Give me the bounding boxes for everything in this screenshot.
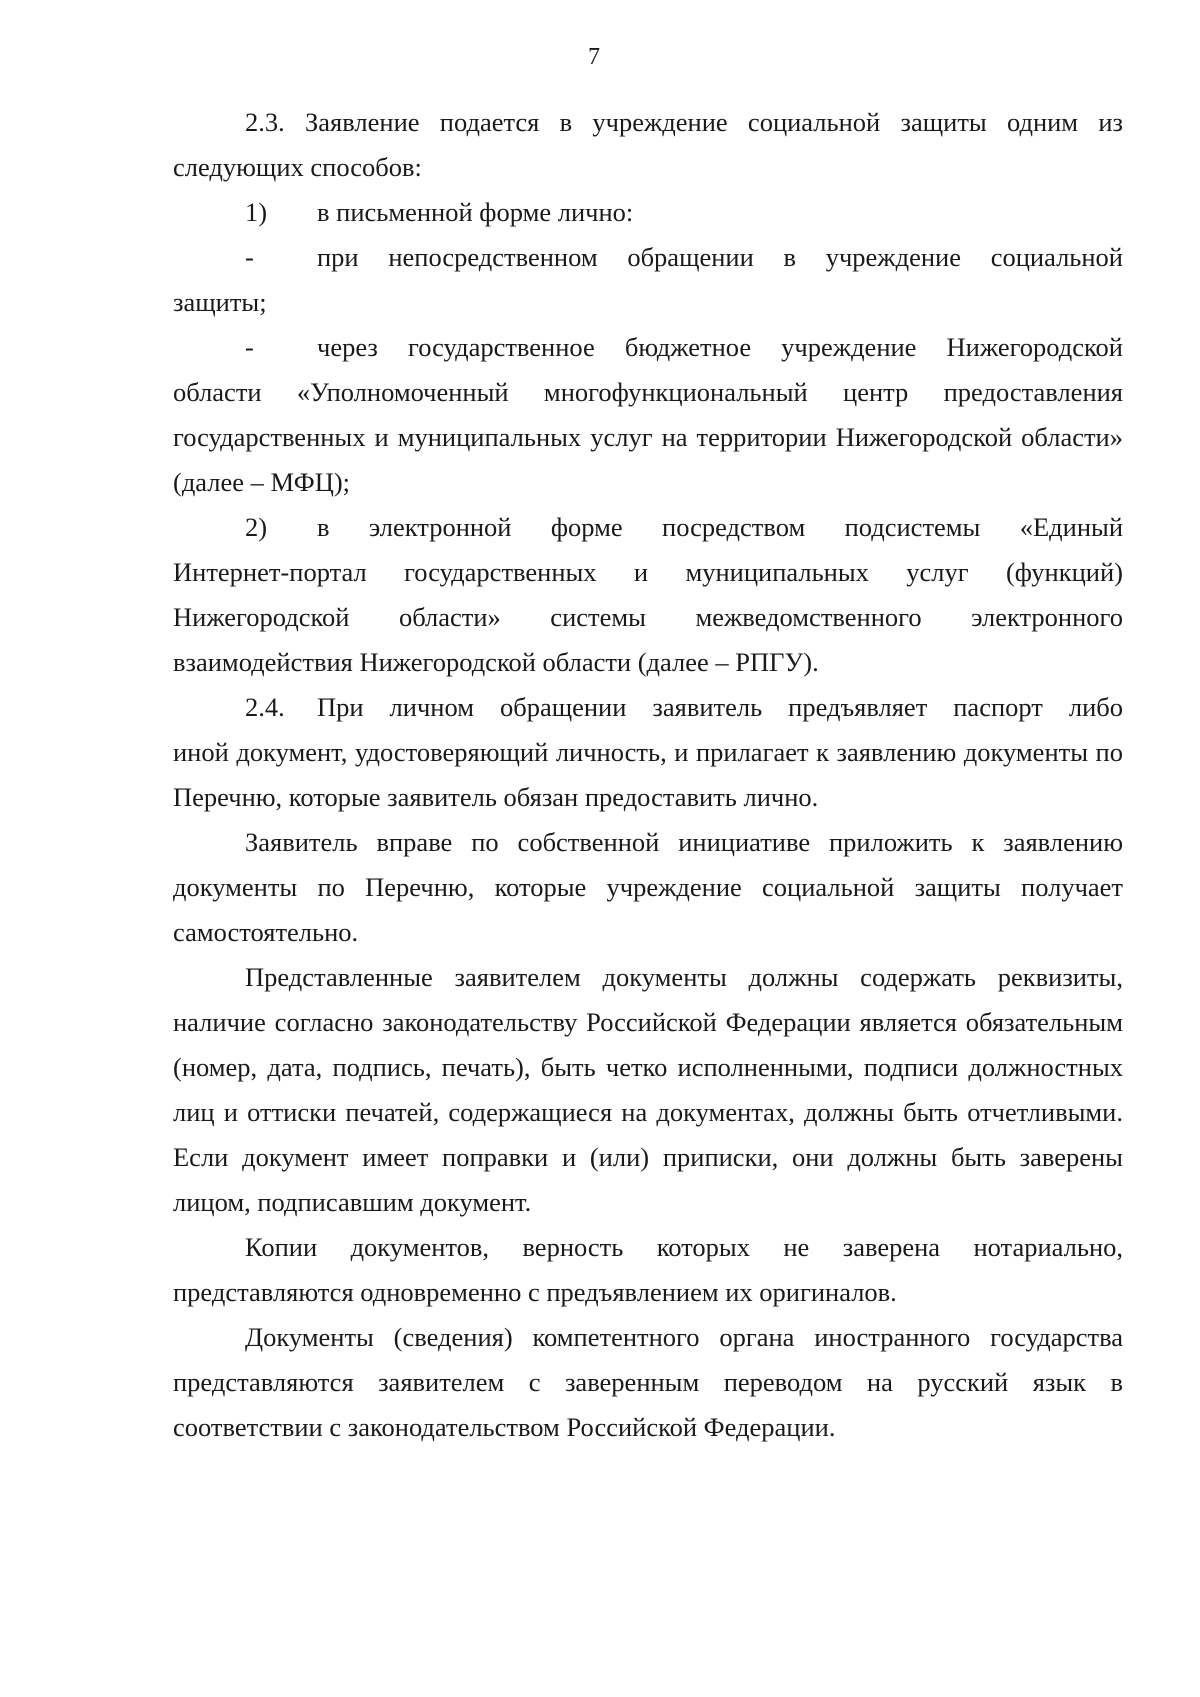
- paragraph-2-4-applicant-right: Заявитель вправе по собственной инициативе приложить к заявлению документы по Перечню, которые учреждение социальной защиты получает самостоятельно.: [173, 827, 1123, 947]
- dash-item-1-line1: при непосредственном обращении в учреждение социальной: [317, 242, 1123, 272]
- list-item-2-line1: в электронной форме посредством подсистемы «Единый: [317, 512, 1123, 542]
- list-item-1-text: в письменной форме лично:: [317, 197, 634, 227]
- section-2-4-marker: 2.4.: [245, 692, 285, 722]
- dash-item-2-line1: через государственное бюджетное учреждение Нижегородской: [317, 332, 1123, 362]
- document-body: [173, 100, 1123, 1450]
- list-item-1: [173, 190, 1123, 235]
- dash-marker-2: -: [245, 332, 254, 362]
- paragraph-2-3-intro: 2.3. Заявление подается в учреждение социальной защиты одним из следующих способов:: [173, 107, 1123, 182]
- paragraph-2-4-rest: иной документ, удостоверяющий личность, и прилагает к заявлению документы по Перечню, которые заявитель обязан предоставить лично.: [173, 737, 1123, 812]
- paragraph-2-4-line1: При личном обращении заявитель предъявляет паспорт либо: [317, 692, 1123, 722]
- page-number: 7: [588, 44, 600, 70]
- list-item-2: [173, 505, 1123, 685]
- paragraph-2-4: [173, 685, 1123, 820]
- dash-item-2-rest: области «Уполномоченный многофункциональный центр предоставления государственных и муниципальных услуг на территории Нижегородской области» (далее – МФЦ);: [173, 377, 1123, 497]
- paragraph-2-4-copies: Копии документов, верность которых не заверена нотариально, представляются одновременно с предъявлением их оригиналов.: [173, 1232, 1123, 1307]
- list-marker-1: 1): [245, 197, 268, 227]
- paragraph-2-4-foreign-documents: Документы (сведения) компетентного органа иностранного государства представляются заявителем с заверенным переводом на русский язык в соответствии с законодательством Российской Федерации.: [173, 1322, 1123, 1442]
- paragraph-2-4-requisites: Представленные заявителем документы должны содержать реквизиты, наличие согласно законодательству Российской Федерации является обязательным (номер, дата, подпись, печать), быть четко исполненными, подписи должностных лиц и оттиски печатей, содержащиеся на документах, должны быть отчетливыми. Если документ имеет поправки и (или) приписки, они должны быть заверены лицом, подписавшим документ.: [173, 962, 1123, 1217]
- list-item-2-rest: Интернет-портал государственных и муниципальных услуг (функций) Нижегородской области» системы межведомственного электронного взаимодействия Нижегородской области (далее – РПГУ).: [173, 557, 1123, 677]
- dash-item-1: [173, 235, 1123, 325]
- dash-item-1-line2: защиты;: [173, 287, 267, 317]
- list-marker-2: 2): [245, 512, 268, 542]
- dash-item-2: [173, 325, 1123, 505]
- dash-marker-1: -: [245, 242, 254, 272]
